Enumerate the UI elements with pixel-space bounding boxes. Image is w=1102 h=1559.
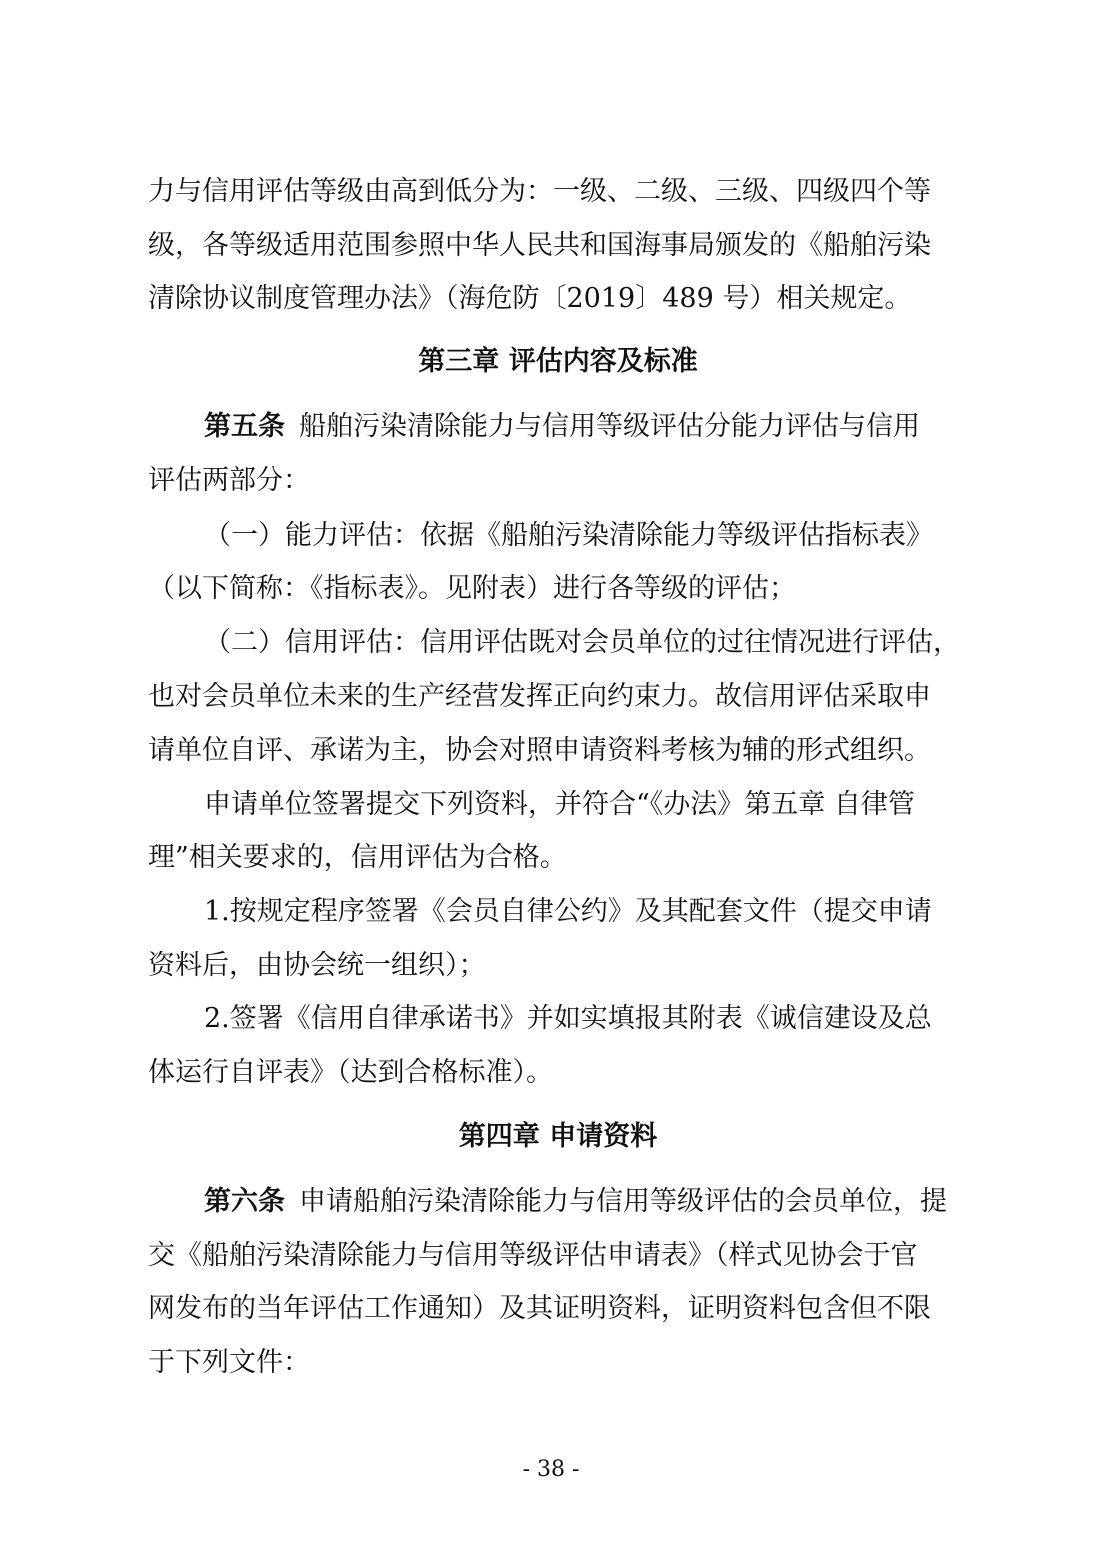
paragraph-line: 也对会员单位未来的生产经营发挥正向约束力。故信用评估采取申: [148, 681, 931, 712]
list-item-line: 资料后，由协会统一组织）；: [148, 950, 486, 981]
paragraph-line: （二）信用评估：信用评估既对会员单位的过往情况进行评估，: [204, 627, 960, 658]
article-five-line: [204, 407, 968, 447]
page-number: - 38 -: [522, 1457, 580, 1482]
list-item-line: 1.按规定程序签署《会员自律公约》及其配套文件（提交申请: [204, 896, 932, 927]
paragraph-line: 网发布的当年评估工作通知）及其证明资料，证明资料包含但不限: [148, 1293, 931, 1324]
paragraph-line: 申请单位签署提交下列资料，并符合“《办法》第五章 自律管: [204, 789, 915, 820]
article-label: 第六条: [204, 1186, 285, 1217]
paragraph-line: 级，各等级适用范围参照中华人民共和国海事局颁发的《船舶污染: [148, 230, 931, 261]
paragraph-line: 交《船舶污染清除能力与信用等级评估申请表》（样式见协会于官: [148, 1240, 918, 1271]
paragraph-line: 理”相关要求的，信用评估为合格。: [148, 842, 567, 873]
article-six-line: [204, 1182, 968, 1222]
chapter-heading: 第三章 评估内容及标准: [418, 346, 698, 377]
chapter-heading: 第四章 申请资料: [458, 1121, 658, 1152]
list-item-line: 体运行自评表》（达到合格标准）。: [148, 1057, 553, 1088]
article-label: 第五条: [204, 411, 285, 442]
paragraph-line: 请单位自评、承诺为主，协会对照申请资料考核为辅的形式组织。: [148, 735, 931, 766]
list-item-line: 2.签署《信用自律承诺书》并如实填报其附表《诚信建设及总: [204, 1003, 932, 1034]
paragraph-line: 评估两部分：: [148, 465, 310, 496]
paragraph-line: 力与信用评估等级由高到低分为：一级、二级、三级、四级四个等: [148, 176, 931, 207]
article-text: 船舶污染清除能力与信用等级评估分能力评估与信用: [299, 411, 920, 442]
paragraph-line: 清除协议制度管理办法》（海危防〔2019〕489 号）相关规定。: [148, 283, 912, 314]
paragraph-line: （以下简称：《指标表》。见附表）进行各等级的评估；: [148, 573, 796, 604]
paragraph-line: 于下列文件：: [148, 1347, 310, 1378]
paragraph-line: （一）能力评估：依据《船舶污染清除能力等级评估指标表》: [204, 520, 933, 551]
article-text: 申请船舶污染清除能力与信用等级评估的会员单位，提: [299, 1186, 947, 1217]
